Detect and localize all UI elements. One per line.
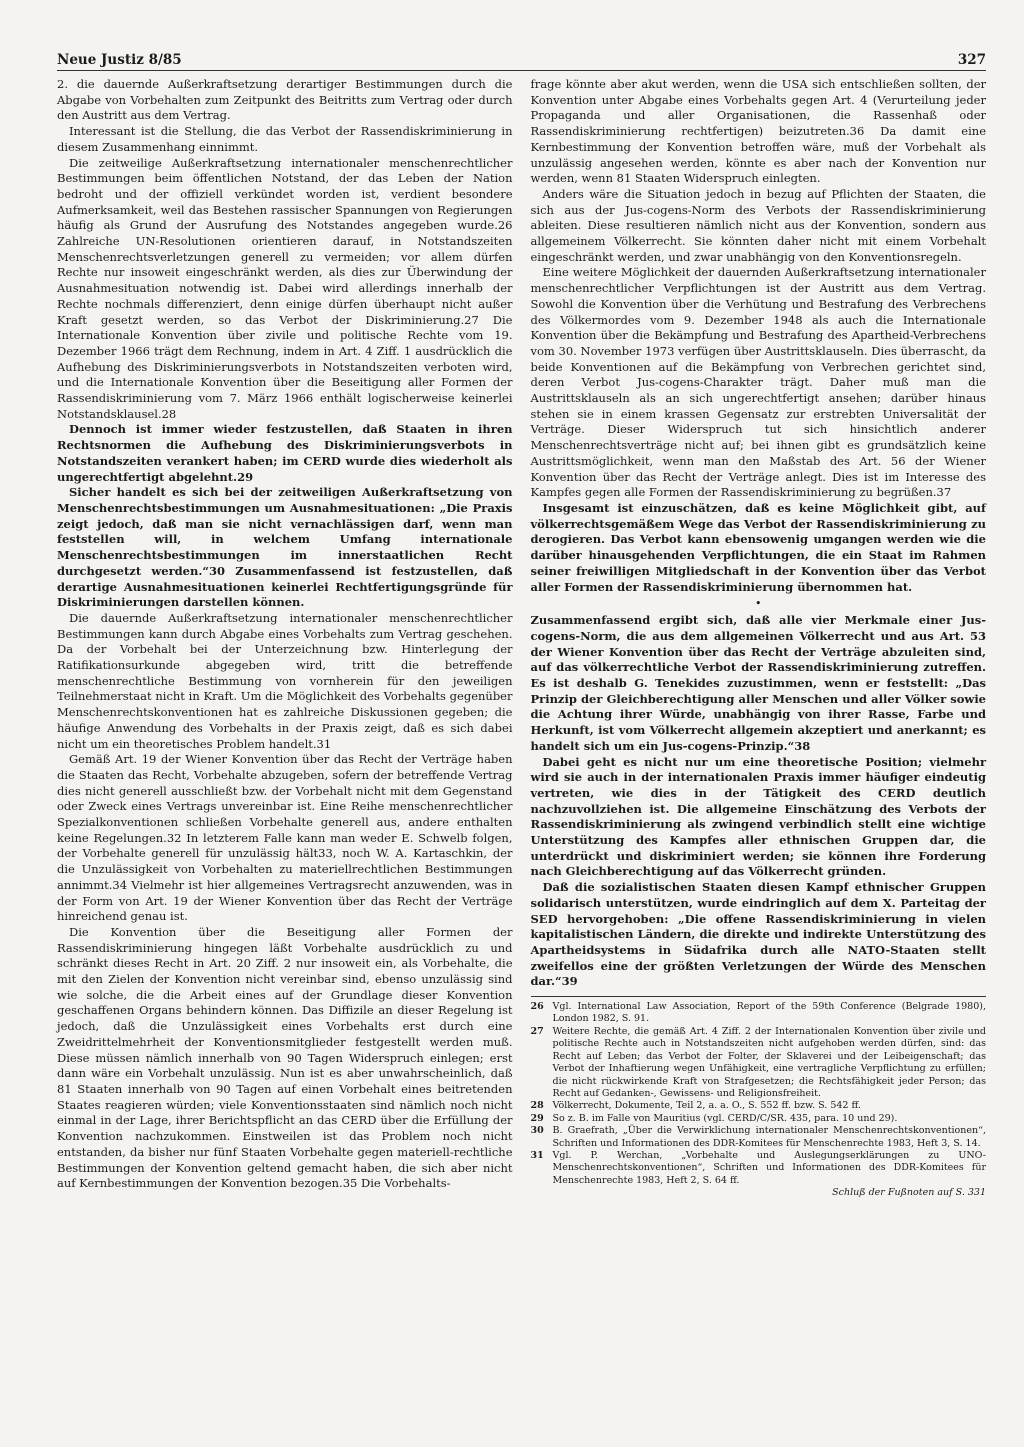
paragraph: Daß die sozialistischen Staaten diesen Kampf ethnischer Gruppen solidarisch unterstützen, wurde eindringlich auf dem X. Parteitag der SED hervorgehoben: „Die offene Rassendiskriminierung in vielen kapitalistischen Ländern, die direkte und indirekte Unterstützung des Apartheidsystems in Südafrika durch alle NATO-Staaten stellt zweifellos eine der größten Verletzungen der Würde des Menschen dar.“39	[530, 880, 986, 989]
section-separator: •	[755, 597, 762, 611]
footnote-text: B. Graefrath, „Über die Verwirklichung internationaler Menschenrechtskonventionen“, Schriften und Informationen des DDR-Komitees für Menschenrechte 1983, Heft 3, S. 14.	[552, 1125, 986, 1149]
footnote	[531, 1125, 987, 1150]
footnote	[531, 1100, 987, 1112]
paragraph: Die dauernde Außerkraftsetzung internationaler menschenrechtlicher Bestimmungen kann durch Abgabe eines Vorbehalts zum Vertrag geschehen. Da der Vorbehalt bei der Unterzeichnung bzw. Hinterlegung der Ratifikationsurkunde abgegeben wird, tritt die betreffende menschenrechtliche Bestimmung von vornherein für den jeweiligen Teilnehmerstaat nicht in Kraft. Um die Möglichkeit des Vorbehalts gegenüber Menschenrechtskonventionen hat es zahlreiche Diskussionen gegeben; die häufige Anwendung des Vorbehalts in der Praxis zeigt, daß es sich dabei nicht um ein theoretisches Problem handelt.31	[57, 610, 513, 751]
footnote-number: 29	[530, 1112, 544, 1124]
paragraph: Zusammenfassend ergibt sich, daß alle vier Merkmale einer Jus-cogens-Norm, die aus dem allgemeinen Völkerrecht und aus Art. 53 der Wiener Konvention über das Recht der Verträge abzuleiten sind, auf das völkerrechtliche Verbot der Rassendiskriminierung zutreffen. Es ist deshalb G. Tenekides zuzustimmen, wenn er feststellt: „Das Prinzip der Gleichberechtigung aller Menschen und aller Völker sowie die Achtung ihrer Würde, unabhängig von ihrer Rasse, Farbe und Herkunft, ist vom Völkerrecht allgemein akzeptiert und anerkannt; es handelt sich um ein Jus-cogens-Prinzip.“38	[530, 613, 986, 753]
footnote-text: Vgl. P. Werchan, „Vorbehalte und Auslegungserklärungen zu UNO-Menschenrechtskonventionen“, Schriften und Informationen des DDR-Komitees für Menschenrechte 1983, Heft 2, S. 64 ff.	[552, 1149, 986, 1186]
journal-title: Neue Justiz 8/85	[57, 52, 182, 68]
paragraph: Sicher handelt es sich bei der zeitweiligen Außerkraftsetzung von Menschenrechtsbestimmungen um Ausnahmesituationen: „Die Praxis zeigt jedoch, daß man sie nicht vernachlässigen darf, wenn man feststellen will, in welchem Umfang internationale Menschenrechtsbestimmungen im innerstaatlichen Recht durchgesetzt werden.“30 Zusammenfassend ist festzustellen, daß derartige Ausnahmesituationen keinerlei Rechtfertigungsgründe für Diskriminierungen darstellen können.	[57, 485, 513, 610]
footnote-continuation-note: Schluß der Fußnoten auf S. 331	[832, 1187, 986, 1199]
footnote-text: So z. B. im Falle von Mauritius (vgl. CERD/C/SR. 435, para. 10 und 29).	[552, 1112, 898, 1124]
text-columns	[57, 77, 986, 1200]
footnote	[531, 1113, 987, 1125]
paragraph: Insgesamt ist einzuschätzen, daß es keine Möglichkeit gibt, auf völkerrechtsgemäßem Wege das Verbot der Rassendiskriminierung zu derogieren. Das Verbot kann ebensowenig umgangen werden wie die darüber hinausgehenden Verpflichtungen, die ein Staat im Rahmen seiner freiwilligen Mitgliedschaft in der Konvention über das Verbot aller Formen der Rassendiskriminierung übernommen hat.	[530, 500, 986, 594]
footnote	[531, 1150, 987, 1187]
paragraph: frage könnte aber akut werden, wenn die USA sich entschließen sollten, der Konvention unter Abgabe eines Vorbehalts gegen Art. 4 (Verurteilung jeder Propaganda und aller Organisationen, die Rassenhaß oder Rassendiskriminierung rechtfertigen) beizutreten.36 Da damit eine Kernbestimmung der Konvention betroffen wäre, muß der Vorbehalt als unzulässig angesehen werden, könnte es aber nach der Konvention nur werden, wenn 81 Staaten Widerspruch einlegten.	[530, 77, 986, 186]
footnote-number: 27	[530, 1025, 544, 1037]
paragraph: 2. die dauernde Außerkraftsetzung derartiger Bestimmungen durch die Abgabe von Vorbehalten zum Zeitpunkt des Beitritts zum Vertrag oder durch den Austritt aus dem Vertrag.	[57, 77, 513, 123]
footnote-text: Völkerrecht, Dokumente, Teil 2, a. a. O., S. 552 ff. bzw. S. 542 ff.	[552, 1100, 861, 1112]
footnotes	[531, 996, 987, 1200]
paragraph: Dennoch ist immer wieder festzustellen, daß Staaten in ihren Rechtsnormen die Aufhebung des Diskriminierungsverbots in Notstandszeiten verankert haben; im CERD wurde dies wiederholt als ungerechtfertigt abgelehnt.29	[57, 422, 513, 484]
footnote	[531, 1026, 987, 1100]
footnote-number: 30	[530, 1125, 544, 1137]
paragraph: Anders wäre die Situation jedoch in bezug auf Pflichten der Staaten, die sich aus der Jus-cogens-Norm des Verbots der Rassendiskriminierung ableiten. Diese resultieren nämlich nicht aus der Konvention, sondern aus allgemeinem Völkerrecht. Sie könnten daher nicht mit einem Vorbehalt eingeschränkt werden, und zwar unabhängig von den Konventionsregeln.	[530, 186, 986, 264]
page-header	[57, 48, 986, 71]
page-number: 327	[957, 52, 986, 68]
footnote	[531, 1001, 987, 1026]
footnote-text: Weitere Rechte, die gemäß Art. 4 Ziff. 2 der Internationalen Konvention über zivile und politische Rechte auch in Notstandszeiten nicht aufgehoben werden dürfen, sind: das Recht auf Leben; das Verbot der Folter, der Sklaverei und der Leibeigenschaft; das Verbot der Inhaftierung wegen Unfähigkeit, eine vertragliche Verpflichtung zu erfüllen; die nicht rückwirkende Kraft von Strafgesetzen; die Rechtsfähigkeit jeder Person; das Recht auf Gedanken-, Gewissens- und Religionsfreiheit.	[552, 1025, 986, 1099]
paragraph: Eine weitere Möglichkeit der dauernden Außerkraftsetzung internationaler menschenrechtlicher Verpflichtungen ist der Austritt aus dem Vertrag. Sowohl die Konvention über die Verhütung und Bestrafung des Verbrechens des Völkermordes vom 9. Dezember 1948 als auch die Internationale Konvention über die Bekämpfung und Bestrafung des Apartheid-Verbrechens vom 30. November 1973 verfügen über Austrittsklauseln. Dies überrascht, da beide Konventionen auf die Bekämpfung von Verbrechen gerichtet sind, deren Verbot Jus-cogens-Charakter trägt. Daher muß man die Austrittsklauseln als an sich ungerechtfertigt ansehen; darüber hinaus stehen sie in einem krassen Gegensatz zur erstrebten Universalität der Verträge. Dieser Widerspruch tut sich hinsichtlich anderer Menschenrechtsverträge nicht auf; bei ihnen gibt es grundsätzlich keine Austrittsmöglichkeit, wenn man den Maßstab des Art. 56 der Wiener Konvention über das Recht der Verträge anlegt. Dies ist im Interesse des Kampfes gegen alle Formen der Rassendiskriminierung zu begrüßen.37	[530, 265, 986, 500]
paragraph: Dabei geht es nicht nur um eine theoretische Position; vielmehr wird sie auch in der internationalen Praxis immer häufiger eindeutig vertreten, wie dies in der Tätigkeit des CERD deutlich nachzuvollziehen ist. Die allgemeine Einschätzung des Verbots der Rassendiskriminierung als zwingend verbindlich stellt eine wichtige Unterstützung des Kampfes aller ethnischen Gruppen dar, die unterdrückt und diskriminiert werden; sie können ihre Forderung nach Gleichberechtigung auf das Völkerrecht gründen.	[530, 754, 986, 879]
footnote-number: 31	[530, 1149, 544, 1161]
paragraph: Die zeitweilige Außerkraftsetzung internationaler menschenrechtlicher Bestimmungen beim öffentlichen Notstand, der das Leben der Nation bedroht und der offiziell verkündet worden ist, verdient besondere Aufmerksamkeit, weil das Bestehen rassischer Spannungen von Regierungen häufig als Grund der Ausrufung des Notstandes angegeben wurde.26 Zahlreiche UN-Resolutionen orientieren darauf, in Notstandszeiten Menschenrechtsverletzungen generell zu vermeiden; vor allem dürfen Rechte nur insoweit eingeschränkt werden, als dies zur Überwindung der Ausnahmesituation notwendig ist. Dabei wird allerdings innerhalb der Rechte nochmals differenziert, denn einige dürfen überhaupt nicht außer Kraft gesetzt werden, so das Verbot der Diskriminierung.27 Die Internationale Konvention über zivile und politische Rechte vom 19. Dezember 1966 trägt dem Rechnung, indem in Art. 4 Ziff. 1 ausdrücklich die Aufhebung des Diskriminierungsverbots in Notstandszeiten verboten wird, und die Internationale Konvention über die Beseitigung aller Formen der Rassendiskriminierung vom 7. März 1966 enthält logischerweise keinerlei Notstandsklausel.28	[57, 155, 513, 421]
left-column	[57, 77, 513, 1200]
footnote-number: 26	[530, 1001, 544, 1013]
paragraph: Interessant ist die Stellung, die das Verbot der Rassendiskriminierung in diesem Zusammenhang einnimmt.	[57, 124, 513, 154]
right-column	[531, 77, 987, 1200]
footnote-text: Vgl. International Law Association, Report of the 59th Conference (Belgrade 1980), London 1982, S. 91.	[552, 1001, 986, 1025]
footnote-number: 28	[530, 1100, 544, 1112]
paragraph: Gemäß Art. 19 der Wiener Konvention über das Recht der Verträge haben die Staaten das Recht, Vorbehalte abzugeben, sofern der betreffende Vertrag dies nicht generell ausschließt bzw. der Vorbehalt nicht mit dem Gegenstand oder Zweck eines Vertrags unvereinbar ist. Eine Reihe menschenrechtlicher Spezialkonventionen schließen Vorbehalte generell aus, andere enthalten keine Regelungen.32 In letzterem Falle kann man weder E. Schwelb folgen, der Vorbehalte generell für unzulässig hält33, noch W. A. Kartaschkin, der die Unzulässigkeit von Vorbehalten zu materiellrechtlichen Bestimmungen annimmt.34 Vielmehr ist hier allgemeines Vertragsrecht anzuwenden, was in der Form von Art. 19 der Wiener Konvention über das Recht der Verträge hinreichend genau ist.	[57, 752, 513, 924]
paragraph: Die Konvention über die Beseitigung aller Formen der Rassendiskriminierung hingegen läßt Vorbehalte ausdrücklich zu und schränkt dieses Recht in Art. 20 Ziff. 2 nur insoweit ein, als Vorbehalte, die mit den Zielen der Konvention nicht vereinbar sind, ebenso unzulässig sind wie solche, die die Arbeit eines auf der Grundlage dieser Konvention geschaffenen Organs behindern können. Das Diffizile an dieser Regelung ist jedoch, daß die Unzulässigkeit eines Vorbehalts erst durch eine Zweidrittelmehrheit der Konventionsmitglieder festgestellt werden muß. Diese müssen nämlich innerhalb von 90 Tagen Widerspruch einlegen; erst dann wäre ein Vorbehalt unzulässig. Nun ist es aber unwahrscheinlich, daß 81 Staaten innerhalb von 90 Tagen auf einen Vorbehalt eines beitretenden Staates reagieren würden; viele Konventionsstaaten sind nämlich noch nicht einmal in der Lage, ihrer Berichtspflicht an das CERD über die Erfüllung der Konvention nachzukommen. Einstweilen ist das Problem noch nicht entstanden, da bisher nur fünf Staaten Vorbehalte gegen materiell-rechtliche Bestimmungen der Konvention geltend gemacht haben, die sich aber nicht auf Kernbestimmungen der Konvention bezogen.35 Die Vorbehalts-	[57, 924, 513, 1191]
